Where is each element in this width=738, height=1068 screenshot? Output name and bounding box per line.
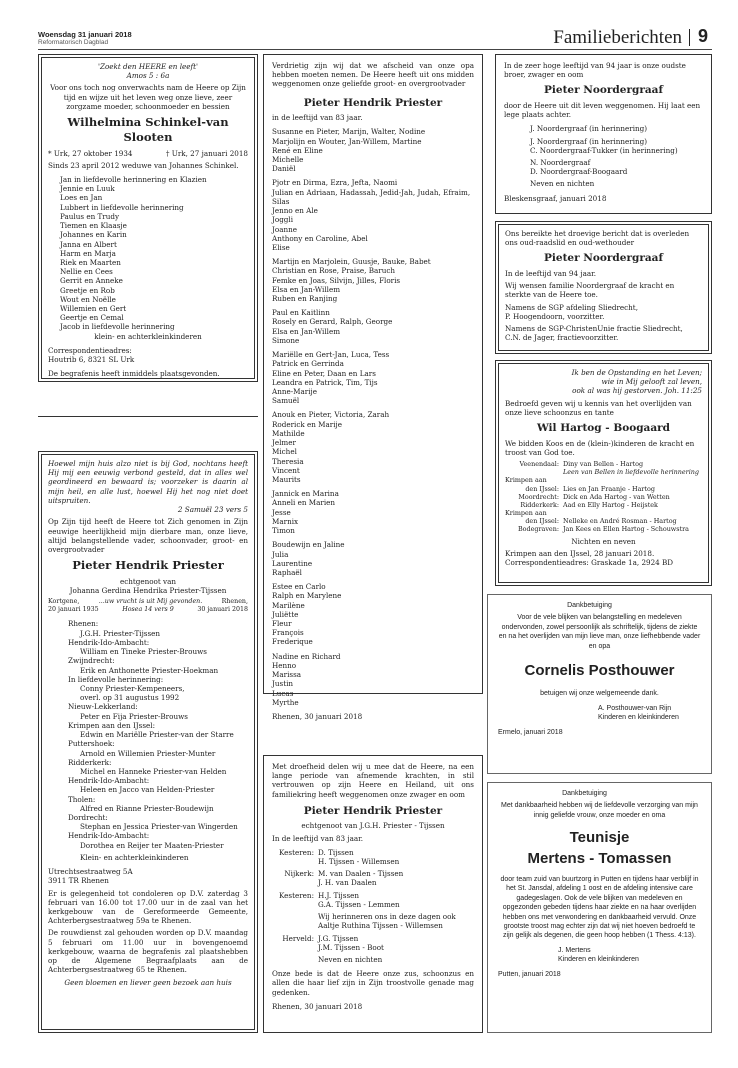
born: * Urk, 27 oktober 1934 xyxy=(48,148,133,158)
family-names: J.G.H. Priester-Tijssen xyxy=(80,628,161,638)
family-member: Johannes en Karin xyxy=(60,230,127,240)
family-names: H.J. Tijssen xyxy=(318,890,360,900)
family-names: G.A. Tijssen - Lemmen xyxy=(318,899,400,909)
family-group xyxy=(272,489,474,535)
family-names: Arnold en Willemien Priester-Munter xyxy=(80,748,216,758)
notice-noordergraaf-sgp xyxy=(495,221,712,354)
family-member: Henno xyxy=(272,660,297,670)
funeral-note: De begrafenis heeft inmiddels plaatsgevonden. xyxy=(48,369,220,379)
signature: C.N. de Jager, fractievoorzitter. xyxy=(505,333,619,343)
footer: Rhenen, 30 januari 2018 xyxy=(272,1001,363,1011)
signature: A. Posthouwer-van Rijn xyxy=(598,704,672,712)
notice-priester-family xyxy=(38,451,258,1033)
family-names: Aaltje Ruthina Tijssen - Willemsen xyxy=(318,921,443,931)
family-list xyxy=(504,124,703,188)
section-title: Familieberichten xyxy=(553,27,682,48)
family-member: Jenno en Ale xyxy=(272,206,318,216)
quote: wie in Mij gelooft zal leven, xyxy=(601,377,702,387)
family-member: Geertje en Cemal xyxy=(60,313,124,323)
family-member: Martijn en Marjolein, Guusje, Bauke, Babet xyxy=(272,257,431,267)
family-place: Hendrik-Ido-Ambacht: xyxy=(68,776,150,786)
family-member: Willemien en Gert xyxy=(60,304,127,314)
family-group xyxy=(272,308,474,345)
family-group xyxy=(272,410,474,484)
family-place: Veenendaal: xyxy=(519,459,559,468)
family-names: Peter en Fija Priester-Brouws xyxy=(80,711,188,721)
family-place: Ridderkerk: xyxy=(520,500,559,509)
signature: Namens de SGP afdeling Sliedrecht, xyxy=(505,302,638,312)
family-names: Michel en Hanneke Priester-van Helden xyxy=(80,766,227,776)
family-list xyxy=(48,619,248,862)
notice-posthouwer-thanks xyxy=(487,594,712,774)
family-place: Krimpen aan xyxy=(505,476,547,485)
family-names: Leen van Bellen in liefdevolle herinnering xyxy=(563,468,699,477)
intro: Bedroefd geven wij u kennis van het overlijden van onze lieve schoonzus en tante xyxy=(505,398,692,417)
family-names: J. H. van Daalen xyxy=(318,878,377,888)
footer: Krimpen aan den IJssel, 28 januari 2018. xyxy=(505,548,655,558)
family-member: Anthony en Caroline, Abel xyxy=(272,233,368,243)
family-names: J.G. Tijssen xyxy=(318,933,359,943)
title: Dankbetuiging xyxy=(562,790,607,797)
deceased-name: Cornelis Posthouwer xyxy=(524,662,675,680)
family-member: François xyxy=(272,628,304,638)
bible-text: ...uw vrucht is uit Mij gevonden. xyxy=(98,598,203,606)
intro: Met droefheid delen wij u mee dat de Heere, na een lange periode van afnemende krachten, in stil vertrouwen op zijn Heere en Heiland, uit ons familiekring heeft weggenomen onze zwager en oom xyxy=(272,762,474,799)
quote: ook al was hij gestorven. Joh. 11:25 xyxy=(572,386,702,396)
age: In de leeftijd van 83 jaar. xyxy=(272,833,364,843)
address-line: 3911 TR Rhenen xyxy=(48,876,109,886)
family-names: Dorothea en Reijer ter Maaten-Priester xyxy=(80,840,224,850)
family-member: Jennie en Luuk xyxy=(60,184,115,194)
family-member: C. Noordergraaf-Tukker (in herinnering) xyxy=(530,145,678,155)
family-member: Elsa en Jan-Willem xyxy=(272,284,341,294)
corr-label: Correspondentieadres: xyxy=(48,345,132,355)
family-group xyxy=(272,652,474,707)
family-member: Anne-Marije xyxy=(272,387,317,396)
footer: Ermelo, januari 2018 xyxy=(498,728,563,736)
age: In de leeftijd van 94 jaar. xyxy=(505,268,597,278)
family-names: M. van Daalen - Tijssen xyxy=(318,869,404,879)
died-place: Rhenen, xyxy=(221,598,248,606)
footer: Putten, januari 2018 xyxy=(498,970,561,978)
wish: Wij wensen familie Noordergraaf de kracht en sterkte van de Heere toe. xyxy=(505,281,675,300)
family-member: Jelmer xyxy=(272,438,296,448)
signature: P. Hoogendoorn, voorzitter. xyxy=(505,311,605,321)
family-names: J.M. Tijssen - Boot xyxy=(318,942,384,952)
family-member: Nadine en Richard xyxy=(272,651,341,661)
intro: Ons bereikte het droevige bericht dat is overleden ons oud-raadslid en oud-wethouder xyxy=(505,229,690,248)
family-names: Nelleke en André Rosman - Hartog xyxy=(563,517,677,526)
text: We bidden Koos en de (klein-)kinderen de kracht en troost van God toe. xyxy=(505,438,695,457)
family-member: Marilène xyxy=(272,600,305,610)
condolence-info: Er is gelegenheid tot condoleren op D.V. zaterdag 3 februari van 16.00 tot 17.00 uur in de zaal van het kerkgebouw van de Gereformeerde Gemeente, Achterbergsestraatweg 59a te Rhenen. xyxy=(48,888,248,926)
family-member: Jacob in liefdevolle herinnering xyxy=(60,322,175,332)
family-member: Daniël xyxy=(272,164,296,174)
footer: Bleskensgraaf, januari 2018 xyxy=(504,193,607,203)
header-date: Woensdag 31 januari 2018 xyxy=(38,30,132,39)
deceased-name: Wil Hartog - Boogaard xyxy=(536,422,671,435)
spouse: echtgenoot van J.G.H. Priester - Tijssen xyxy=(301,821,445,831)
family-member: René en Eline xyxy=(272,145,323,155)
family-member: Joggli xyxy=(272,215,294,225)
family-group xyxy=(272,350,474,405)
family-member: Lubbert in liefdevolle herinnering xyxy=(60,202,184,212)
family-place: Rhenen: xyxy=(68,619,99,629)
family-member: Theresia xyxy=(272,456,304,466)
notice-mertens-thanks xyxy=(487,782,712,1033)
family-member: Jesse xyxy=(272,507,291,517)
nieces: Neven en nichten xyxy=(318,954,383,964)
notice-priester-grandchildren xyxy=(263,54,483,721)
closing: Onze bede is dat de Heere onze zus, schoonzus en allen die haar lief zijn in Zijn troostvolle genade mag gedenken. xyxy=(272,969,474,997)
family-member: Estee en Carlo xyxy=(272,582,326,592)
family-group xyxy=(272,178,474,252)
family-member: Justin xyxy=(272,679,294,689)
family-member: Susanne en Pieter, Marijn, Walter, Nodine xyxy=(272,127,426,137)
family-member: Jannick en Marina xyxy=(272,489,339,499)
family-member: Marjolijn en Wouter, Jan-Willem, Martine xyxy=(272,136,422,146)
family-member: Simone xyxy=(272,335,300,345)
family-member: Fleur xyxy=(272,619,292,629)
family-list xyxy=(48,175,248,332)
family-member: N. Noordergraaf xyxy=(530,157,591,167)
family-place: Zwijndrecht: xyxy=(68,656,115,666)
text: door de Heere uit dit leven weggenomen. Hij laat een lege plaats achter. xyxy=(504,100,701,120)
family-member: Christian en Rose, Praise, Baruch xyxy=(272,266,396,276)
family-names: Wij herinneren ons in deze dagen ook xyxy=(318,912,456,922)
family-member: Juliëtte xyxy=(272,609,299,619)
grandchildren: klein- en achterkleinkinderen xyxy=(94,331,202,341)
family-place: Moordrecht: xyxy=(518,492,559,501)
family-group xyxy=(272,540,474,577)
nieces: Nichten en neven xyxy=(571,536,636,546)
family-member: Maurits xyxy=(272,474,301,484)
nieces: Neven en nichten xyxy=(530,179,595,189)
age: in de leeftijd van 83 jaar. xyxy=(272,113,363,123)
family-place: Hendrik-Ido-Ambacht: xyxy=(68,637,150,647)
family-member: Tiemen en Klaasje xyxy=(60,221,127,231)
footer: Rhenen, 30 januari 2018 xyxy=(272,712,363,721)
family-member: Eline en Peter, Daan en Lars xyxy=(272,368,376,378)
text: door team zuid van buurtzorg in Putten en tijdens haar verblijf in het St. Jansdal, afdeling 1 oost en de afdeling intensive care gadegeslagen. Ook de vele blijken van medeleven en opgezonden gebeden tijdens haar ziekte en na haar overlijden hebben ons met verwondering en dankbaarheid vervuld. Onze grootste troost mag echter zijn dat wij niet hoeven bedroefd te zijn gelijk als degenen, die geen hoop hebben (1 Thess. 4:13). xyxy=(500,875,699,940)
quote: Ik ben de Opstanding en het Leven; xyxy=(571,368,702,377)
quote: Hoewel mijn huis alzo niet is bij God, nochtans heeft Hij mij een eeuwig verbond gesteld, dat in alles wel geordineerd en bewaard is; voorzeker is daarin al mijn heil, en alle lust, hoewel Hij het nog niet doet uitspruiten. xyxy=(48,459,248,505)
family-member: Michel xyxy=(272,447,297,457)
family-member: Samuël xyxy=(272,396,300,406)
died: † Urk, 27 januari 2018 xyxy=(165,148,248,158)
family-member: Julia xyxy=(272,549,289,559)
family-names: Aad en Elly Hartog - Heijstek xyxy=(563,500,658,509)
notice-priester-tijssen xyxy=(263,755,483,1033)
family-place: Ridderkerk: xyxy=(68,757,112,767)
spouse-label: echtgenoot van xyxy=(119,576,177,586)
family-member: Elsa en Jan-Willem xyxy=(272,326,341,336)
family-place: Nieuw-Lekkerland: xyxy=(68,702,138,712)
family-member: J. Noordergraaf (in herinnering) xyxy=(530,136,648,146)
family-member: D. Noordergraaf-Boogaard xyxy=(530,167,628,177)
family-names: overl. op 31 augustus 1992 xyxy=(80,693,180,703)
family-member: Paulus en Trudy xyxy=(60,211,120,221)
page-header xyxy=(38,28,712,50)
intro: Op Zijn tijd heeft de Heere tot Zich genomen in Zijn eeuwige heerlijkheid mijn dierbare man, onze lieve, altijd belangstellende vader, schoonvader, groot- en overgrootvader xyxy=(48,517,248,554)
family-names: Stephan en Jessica Priester-van Wingerden xyxy=(80,822,238,832)
family-list xyxy=(505,460,702,534)
family-member: Myrthe xyxy=(272,697,299,707)
quote-ref: 2 Samuël 23 vers 5 xyxy=(177,505,248,515)
family-member: Femke en Joas, Silvijn, Jilles, Floris xyxy=(272,275,401,285)
family-member: Marnix xyxy=(272,516,299,526)
family-member: Patrick en Gerrinda xyxy=(272,359,344,369)
family-place: Kesteren: xyxy=(278,890,314,900)
deceased-name: Mertens - Tomassen xyxy=(527,849,672,867)
family-member: Raphaël xyxy=(272,567,302,577)
family-member: Lucas xyxy=(272,688,294,698)
family-member: Laurentine xyxy=(272,558,313,568)
deceased-name: Pieter Hendrik Priester xyxy=(303,804,443,817)
signature: J. Mertens xyxy=(558,946,591,954)
column-divider xyxy=(38,416,258,417)
family-names: Erik en Anthonette Priester-Hoekman xyxy=(80,665,219,675)
family-place: Puttershoek: xyxy=(68,739,115,749)
family-member: Riek en Maarten xyxy=(60,257,121,267)
family-member: Leandra en Patrick, Tim, Tijs xyxy=(272,377,378,387)
family-member: Nellie en Cees xyxy=(60,267,113,277)
family-place: Herveld: xyxy=(282,933,314,943)
page-number: 9 xyxy=(697,26,708,46)
family-names: Conny Priester-Kempeneers, xyxy=(80,683,185,693)
family-member: Michelle xyxy=(272,154,304,164)
family-member: Loes en Jan xyxy=(60,193,103,203)
family-place: den IJssel: xyxy=(525,517,559,526)
deceased-name: Teunisje xyxy=(569,829,630,847)
notice-hartog xyxy=(495,360,712,586)
since: Sinds 23 april 2012 weduwe van Johannes Schinkel. xyxy=(48,160,239,170)
family-place: Dordrecht: xyxy=(68,813,108,823)
family-member: Mathilde xyxy=(272,428,305,438)
family-member: Greetje en Rob xyxy=(60,285,115,295)
family-group xyxy=(272,257,474,303)
family-member: Anneli en Marien xyxy=(272,498,336,508)
family-member: Pjotr en Dirma, Ezra, Jefta, Naomi xyxy=(272,178,398,188)
grandchildren-list xyxy=(272,127,474,707)
family-member: Joanne xyxy=(272,224,298,234)
deceased-name: Pieter Noordergraaf xyxy=(544,84,663,97)
family-place: Krimpen aan den IJssel: xyxy=(68,720,156,730)
family-group xyxy=(272,127,474,173)
died-date: 30 januari 2018 xyxy=(197,606,248,614)
born-place: Kortgene, xyxy=(48,598,80,606)
family-names: Jan Kees en Ellen Hartog - Schouwstra xyxy=(563,525,689,534)
header-paper: Reformatorisch Dagblad xyxy=(38,39,109,46)
deceased-name: Wilhelmina Schinkel-van Slooten xyxy=(67,115,229,144)
deceased-name: Pieter Hendrik Priester xyxy=(303,96,443,109)
notice-schinkel xyxy=(38,54,258,382)
family-member: Anouk en Pieter, Victoria, Zarah xyxy=(272,410,390,420)
signature: Kinderen en kleinkinderen xyxy=(598,714,679,722)
family-member: Paul en Kaitlinn xyxy=(272,308,330,318)
family-names: D. Tijssen xyxy=(318,847,354,857)
address-line: Utrechtsestraatweg 5A xyxy=(48,867,133,877)
family-member: Vincent xyxy=(272,465,300,475)
family-names: Lies en Jan Fraanje - Hartog xyxy=(563,484,655,493)
family-member: Rosely en Gerard, Ralph, George xyxy=(272,317,393,327)
deceased-name: Pieter Noordergraaf xyxy=(544,252,663,265)
family-names: Edwin en Mariëlle Priester-van der Starre xyxy=(80,730,234,740)
grandchildren: Klein- en achterkleinkinderen xyxy=(80,852,189,862)
family-member: Ruben en Ranjing xyxy=(272,294,338,304)
thanks: betuigen wij onze welgemeende dank. xyxy=(540,690,659,698)
intro: Met dankbaarheid hebben wij de liefdevolle verzorging van mijn innig geliefde vrouw, onze moeder en oma xyxy=(501,802,698,819)
family-member: Wout en Noëlle xyxy=(60,294,116,304)
family-place: Krimpen aan xyxy=(505,509,547,518)
header-separator xyxy=(689,29,690,46)
family-member: Harm en Marja xyxy=(60,248,116,258)
family-names: Heleen en Jacco van Helden-Priester xyxy=(80,785,215,795)
spouse-name: Johanna Gerdina Hendrika Priester-Tijssen xyxy=(69,586,227,596)
family-names: H. Tijssen - Willemsen xyxy=(318,856,400,866)
title: Dankbetuiging xyxy=(567,602,612,609)
text: Voor de vele blijken van belangstelling en medeleven ondervonden, zowel persoonlijk als schriftelijk, tijdens de ziekte en na het overlijden van mijn lieve man, onze liefhebbende vader en opa xyxy=(498,614,701,650)
family-member: Boudewijn en Jaline xyxy=(272,540,345,550)
family-member: Elise xyxy=(272,242,290,252)
intro: Voor ons toch nog onverwachts nam de Heere op Zijn tijd en wijze uit het leven weg onze lieve, zeer zorgzame moeder, schoonmoeder en bessien xyxy=(50,83,246,111)
deceased-name: Pieter Hendrik Priester xyxy=(72,558,224,573)
family-member: J. Noordergraaf (in herinnering) xyxy=(530,124,648,134)
family-member: Marissa xyxy=(272,670,302,680)
family-member: Mariëlle en Gert-Jan, Luca, Tess xyxy=(272,350,390,360)
family-member: Julian en Adriaan, Hadassah, Jedid-Jah, Judah, Efraim, Silas xyxy=(272,187,471,206)
family-place: Bodegraven: xyxy=(517,525,559,534)
family-place: Kesteren: xyxy=(278,847,314,857)
corr-address: Houtrib 6, 8321 SL Urk xyxy=(48,355,135,365)
family-group xyxy=(272,582,474,647)
quote-ref: Amos 5 : 6a xyxy=(126,71,170,81)
family-names: Dick en Ada Hartog - van Wetten xyxy=(563,492,670,501)
family-place: In liefdevolle herinnering: xyxy=(68,674,164,684)
family-member: Roderick en Marije xyxy=(272,419,343,429)
quote: 'Zoekt den HEERE en leeft' xyxy=(97,62,199,71)
bible-ref: Hosea 14 vers 9 xyxy=(122,606,174,614)
family-place: Hendrik-Ido-Ambacht: xyxy=(68,831,150,841)
family-member: Frederique xyxy=(272,637,313,647)
notice-noordergraaf-family xyxy=(495,54,712,214)
family-names: Alfred en Rianne Priester-Boudewijn xyxy=(80,803,214,813)
flowers-note: Geen bloemen en liever geen bezoek aan huis xyxy=(64,977,232,987)
family-member: Gerrit en Anneke xyxy=(60,276,123,286)
family-names: William en Tineke Priester-Brouws xyxy=(80,647,207,657)
family-place: Tholen: xyxy=(68,794,96,804)
family-place: Nijkerk: xyxy=(284,869,314,879)
family-place: den IJssel: xyxy=(525,484,559,493)
born-date: 20 januari 1935 xyxy=(48,606,99,614)
family-member: Ralph en Marylene xyxy=(272,591,342,601)
intro: Verdrietig zijn wij dat we afscheid van onze opa hebben moeten nemen. De Heere heeft uit ons midden weggenomen onze geliefde groot- en overgrootvader xyxy=(272,61,474,89)
signature: Kinderen en kleinkinderen xyxy=(558,956,639,964)
service-info: De rouwdienst zal gehouden worden op D.V. maandag 5 februari om 11.00 uur in bovengenoemd kerkgebouw, waarna de begrafenis zal plaatshebben op de Algemene Begraafplaats aan de Achterbergsestraatweg 65 te Rhenen. xyxy=(48,928,248,975)
family-member: Timon xyxy=(272,526,295,536)
intro: In de zeer hoge leeftijd van 94 jaar is onze oudste broer, zwager en oom xyxy=(504,61,686,80)
family-member: Jan in liefdevolle herinnering en Klazien xyxy=(60,174,207,184)
footer: Correspondentieadres: Graskade 1a, 2924 BD xyxy=(505,558,674,568)
family-names: Diny van Bellen - Hartog xyxy=(563,459,644,468)
signature: Namens de SGP-ChristenUnie fractie Sliedrecht, xyxy=(505,323,683,333)
family-member: Janna en Albert xyxy=(60,239,117,249)
